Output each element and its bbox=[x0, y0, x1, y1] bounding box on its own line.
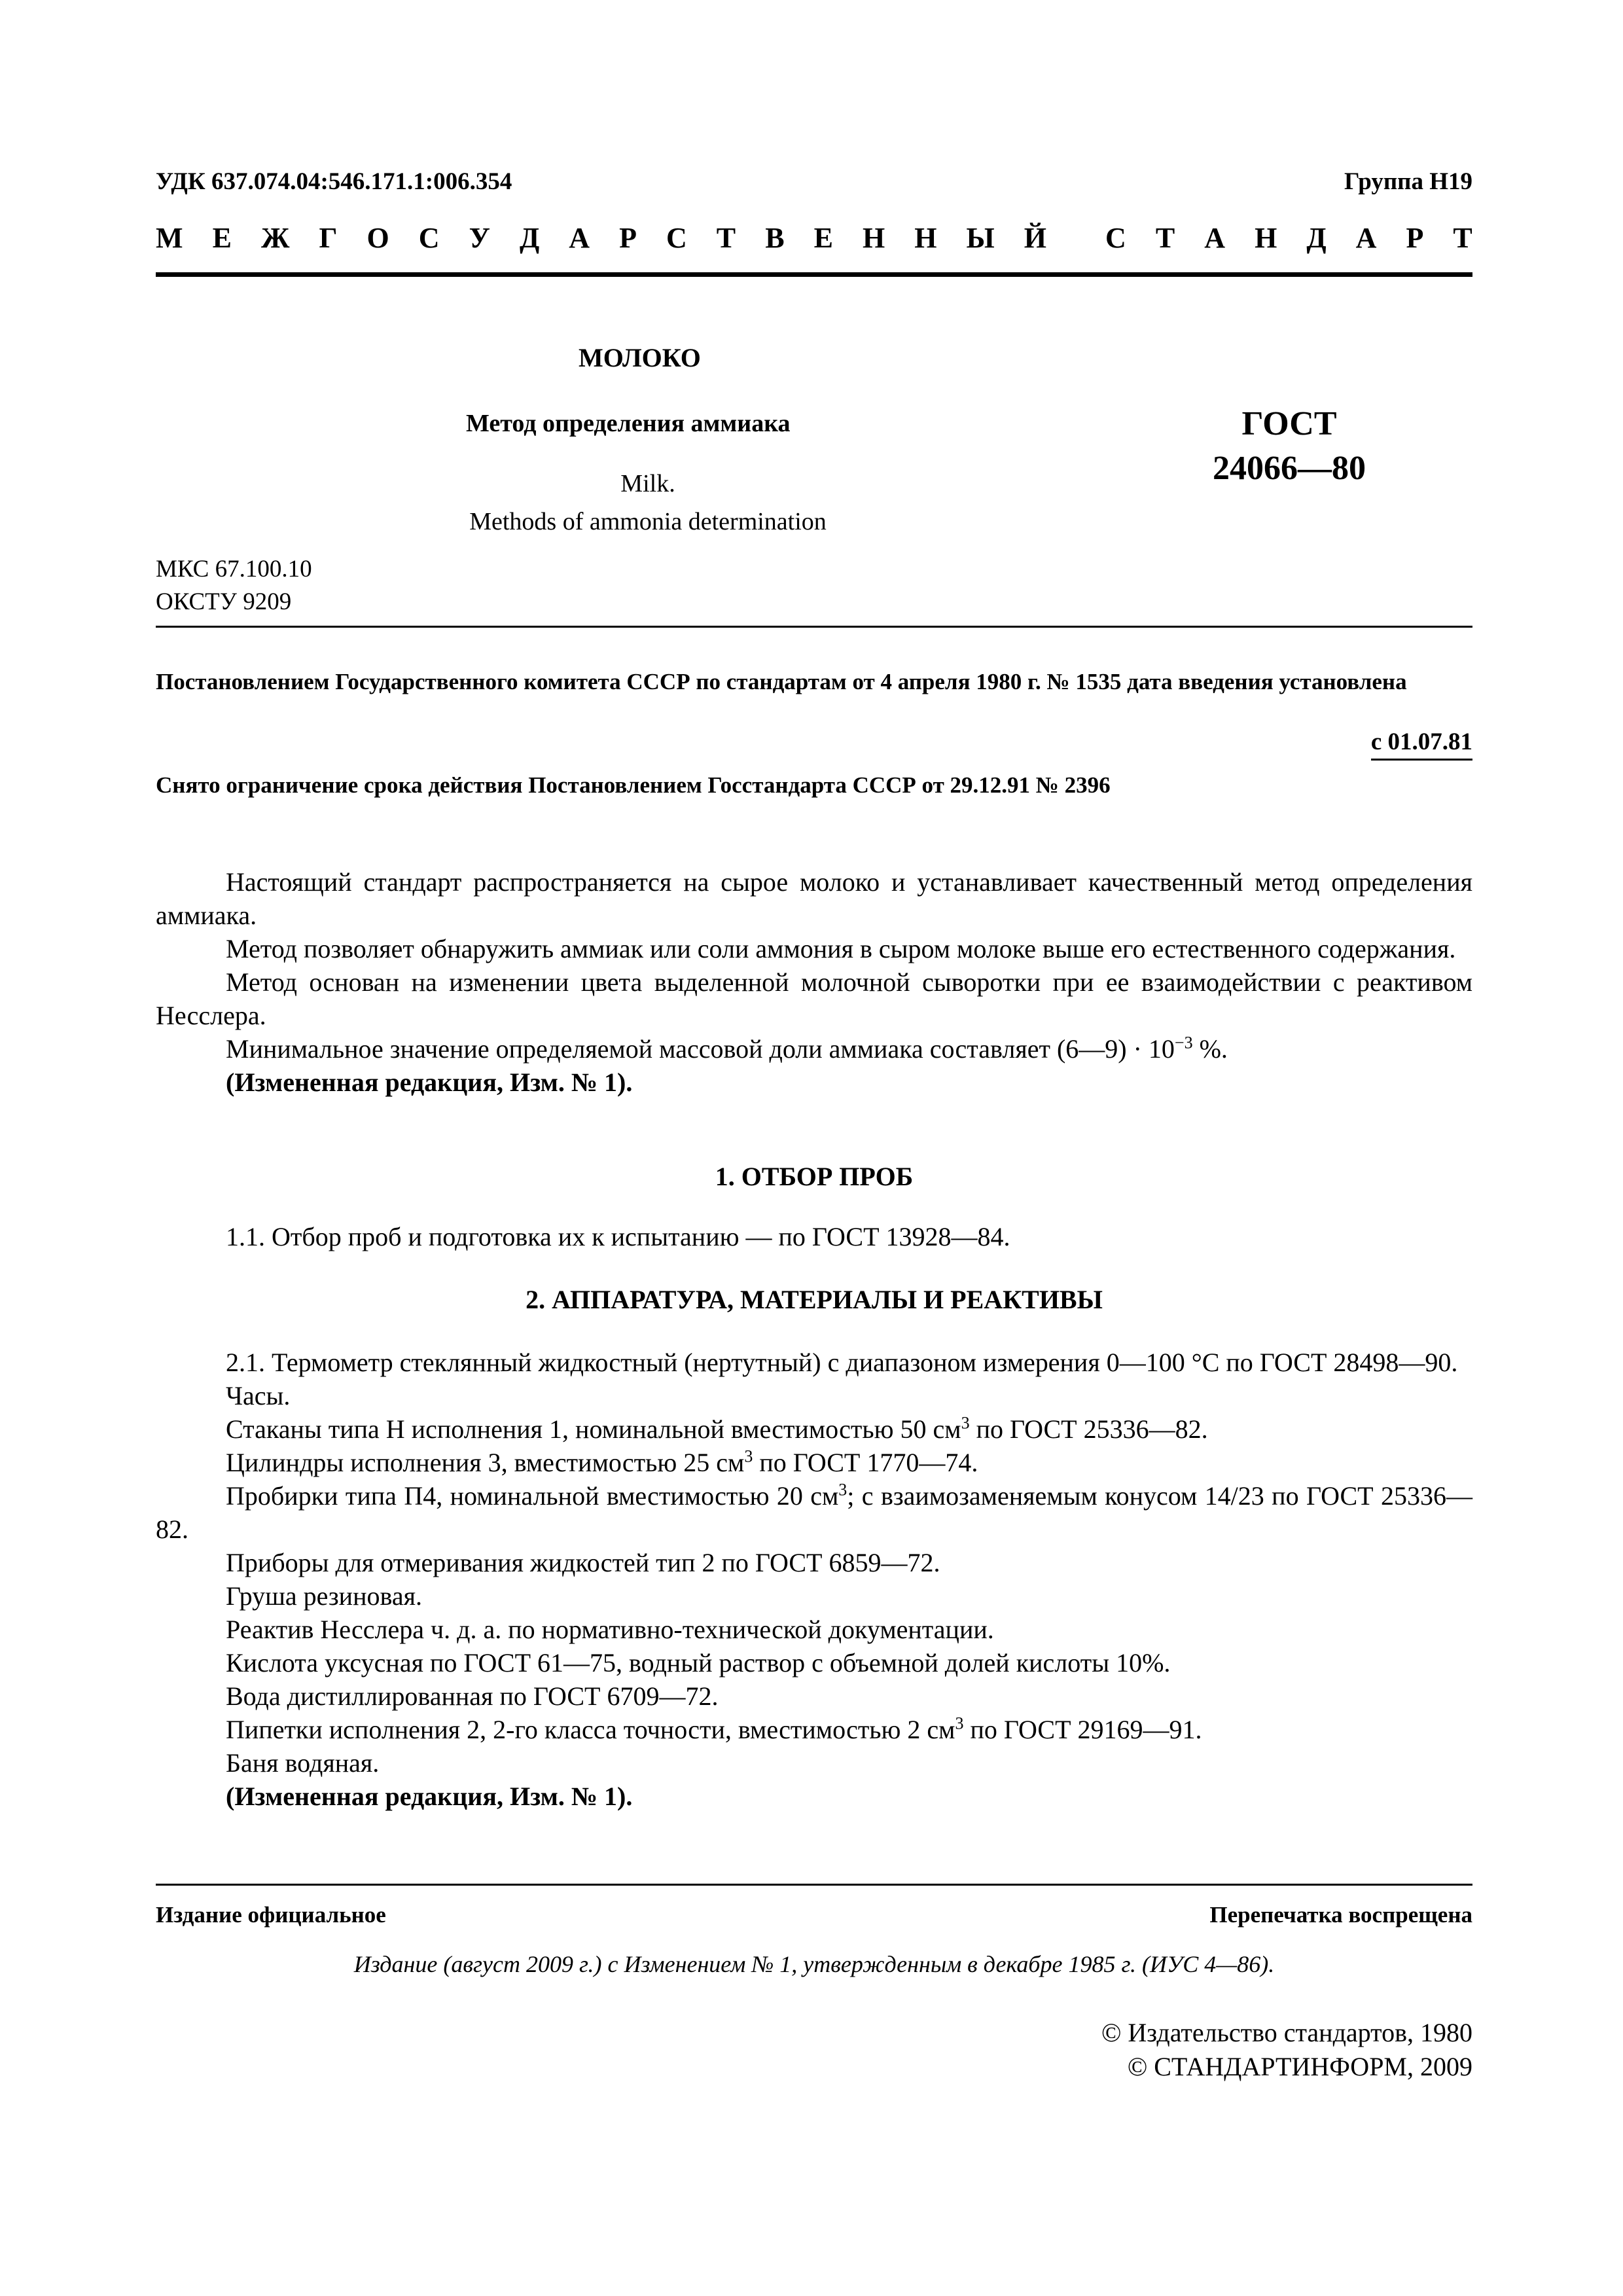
exponent: 3 bbox=[838, 1480, 847, 1499]
restriction-lifted: Снято ограничение срока действия Постановлением Госстандарта СССР от 29.12.91 № 2396 bbox=[156, 772, 1111, 798]
intro-p4-text: Минимальное значение определяемой массовой доли аммиака составляет (6—9) · 10 bbox=[226, 1034, 1175, 1064]
reprint-prohibited: Перепечатка воспрещена bbox=[1209, 1902, 1472, 1928]
amendment-note: (Измененная редакция, Изм. № 1). bbox=[226, 1782, 633, 1811]
heading-letter: Р bbox=[619, 222, 637, 254]
english-title bbox=[393, 465, 903, 541]
intro-paragraph-2: Метод позволяет обнаружить аммиак или соли аммония в сыром молоке выше его естественного содержания. bbox=[226, 934, 1456, 963]
item-thermometer: 2.1. Термометр стеклянный жидкостный (нертутный) с диапазоном измерения 0—100 °С по ГОСТ 28498—90. bbox=[226, 1348, 1458, 1377]
exponent: 3 bbox=[744, 1446, 753, 1466]
heading-letter: Д bbox=[519, 222, 540, 254]
section-1-body bbox=[156, 1220, 1472, 1253]
item-cylinders-text: Цилиндры исполнения 3, вместимостью 25 см bbox=[226, 1448, 745, 1477]
heading-letter: Е bbox=[813, 222, 833, 254]
item-nessler-reagent: Реактив Несслера ч. д. а. по нормативно-технической документации. bbox=[226, 1615, 994, 1644]
exponent: 3 bbox=[955, 1713, 964, 1733]
decree-text: Постановлением Государственного комитета СССР по стандартам от 4 апреля 1980 г. № 1535 дата введения установлена bbox=[156, 669, 1407, 694]
exponent: 3 bbox=[961, 1413, 970, 1433]
english-title-line2: Methods of ammonia determination bbox=[469, 508, 827, 535]
interstate-standard-heading bbox=[156, 221, 1472, 255]
heading-letter: С bbox=[666, 222, 687, 254]
intro-paragraph-3: Метод основан на изменении цвета выделенной молочной сыворотки при ее взаимодействии с реактивом Несслера. bbox=[156, 967, 1472, 1030]
item-acetic-acid: Кислота уксусная по ГОСТ 61—75, водный раствор с объемной долей кислоты 10%. bbox=[226, 1648, 1171, 1677]
section-2-body bbox=[156, 1346, 1472, 1813]
gost-number bbox=[1198, 402, 1381, 491]
footer-rule bbox=[156, 1884, 1472, 1886]
section-1-title: 1. ОТБОР ПРОБ bbox=[715, 1162, 914, 1191]
item-water-bath: Баня водяная. bbox=[226, 1748, 380, 1778]
intro-paragraph-1: Настоящий стандарт распространяется на сырое молоко и устанавливает качественный метод определения аммиака. bbox=[156, 867, 1472, 930]
mks-code: МКС 67.100.10 bbox=[156, 556, 312, 583]
heading-letter: Н bbox=[1255, 222, 1277, 254]
intro-section bbox=[156, 865, 1472, 1099]
item-glasses-text: Стаканы типа Н исполнения 1, номинальной вместимостью 50 см bbox=[226, 1414, 961, 1444]
item-pipettes bbox=[156, 1713, 1472, 1746]
intro-p4-end: %. bbox=[1192, 1034, 1228, 1064]
gost-label: ГОСТ bbox=[1241, 405, 1337, 442]
introduction-date: с 01.07.81 bbox=[1371, 728, 1472, 761]
heading-letter: Д bbox=[1306, 222, 1327, 254]
heading-letter: У bbox=[469, 222, 490, 254]
group-code: Группа Н19 bbox=[1344, 168, 1472, 195]
copyright-block bbox=[1101, 2016, 1472, 2084]
document-title: МОЛОКО bbox=[579, 343, 701, 372]
document-subtitle: Метод определения аммиака bbox=[466, 410, 791, 437]
item-measuring-devices: Приборы для отмеривания жидкостей тип 2 по ГОСТ 6859—72. bbox=[226, 1548, 940, 1577]
english-title-line1: Milk. bbox=[620, 470, 675, 497]
heading-letter: О bbox=[366, 222, 389, 254]
official-edition: Издание официальное bbox=[156, 1902, 386, 1928]
item-glasses-end: по ГОСТ 25336—82. bbox=[969, 1414, 1208, 1444]
udk-code: УДК 637.074.04:546.171.1:006.354 bbox=[156, 168, 512, 195]
middle-rule bbox=[156, 626, 1472, 628]
heading-letter: С bbox=[1105, 222, 1126, 254]
heading-letter: А bbox=[569, 222, 590, 254]
item-clock: Часы. bbox=[226, 1381, 291, 1410]
classification-codes bbox=[156, 553, 312, 619]
heading-letter: Н bbox=[914, 222, 937, 254]
heading-letter: А bbox=[1355, 222, 1377, 254]
heading-letter: Ж bbox=[260, 222, 290, 254]
item-distilled-water: Вода дистиллированная по ГОСТ 6709—72. bbox=[226, 1681, 719, 1711]
copyright-1980: © Издательство стандартов, 1980 bbox=[1101, 2018, 1472, 2047]
item-rubber-bulb: Груша резиновая. bbox=[226, 1581, 422, 1611]
intro-paragraph-4 bbox=[156, 1032, 1472, 1066]
item-cylinders-end: по ГОСТ 1770—74. bbox=[753, 1448, 978, 1477]
okstu-code: ОКСТУ 9209 bbox=[156, 588, 292, 615]
heading-letter: Т bbox=[716, 222, 736, 254]
heading-letter: Т bbox=[1453, 222, 1472, 254]
section-1-paragraph: 1.1. Отбор проб и подготовка их к испытанию — по ГОСТ 13928—84. bbox=[226, 1222, 1010, 1251]
item-glasses bbox=[156, 1412, 1472, 1446]
heading-letter: Й bbox=[1024, 222, 1046, 254]
heading-letter: Р bbox=[1406, 222, 1424, 254]
heading-letter: Ы bbox=[966, 222, 995, 254]
heading-letter: А bbox=[1204, 222, 1226, 254]
exponent: −3 bbox=[1174, 1033, 1193, 1052]
gost-code: 24066—80 bbox=[1213, 450, 1366, 487]
top-rule bbox=[156, 272, 1472, 277]
item-test-tubes-end: ; с взаимозаменяемым конусом 14/23 по ГОСТ 25336—82. bbox=[156, 1481, 1472, 1544]
heading-letter: М bbox=[156, 222, 183, 254]
section-2-title: 2. АППАРАТУРА, МАТЕРИАЛЫ И РЕАКТИВЫ bbox=[526, 1285, 1103, 1314]
heading-letter: Н bbox=[862, 222, 885, 254]
item-test-tubes bbox=[156, 1479, 1472, 1546]
copyright-2009: © СТАНДАРТИНФОРМ, 2009 bbox=[1127, 2052, 1472, 2081]
heading-letter: Т bbox=[1155, 222, 1175, 254]
heading-letter: Е bbox=[212, 222, 232, 254]
heading-letter: С bbox=[418, 222, 440, 254]
item-test-tubes-text: Пробирки типа П4, номинальной вместимостью 20 см bbox=[226, 1481, 839, 1511]
item-pipettes-text: Пипетки исполнения 2, 2-го класса точности, вместимостью 2 см bbox=[226, 1715, 955, 1744]
heading-letter: Г bbox=[319, 222, 338, 254]
edition-note: Издание (август 2009 г.) с Изменением № 1, утвержденным в декабре 1985 г. (ИУС 4—86). bbox=[353, 1951, 1275, 1977]
item-pipettes-end: по ГОСТ 29169—91. bbox=[963, 1715, 1202, 1744]
amendment-note: (Измененная редакция, Изм. № 1). bbox=[226, 1067, 633, 1097]
heading-letter: В bbox=[765, 222, 785, 254]
item-cylinders bbox=[156, 1446, 1472, 1479]
